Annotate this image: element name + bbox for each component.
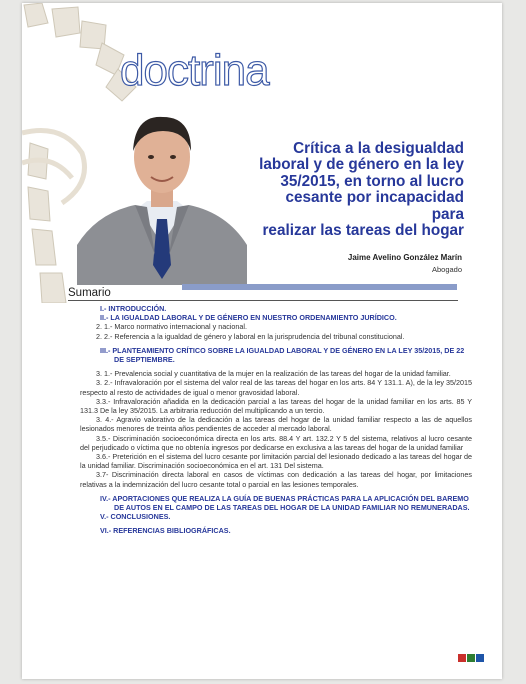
toc-item: VI.- REFERENCIAS BIBLIOGRÁFICAS. <box>100 526 231 536</box>
toc-item: 3.3.- Infravaloración añadida en la dedicación parcial a las tareas del hogar de la unidad familiar en los arts. 85 Y 131.3 De la ley 35/2015. La arbitraria reducción del multiplicando a un tercio. <box>80 396 472 416</box>
brand-title: doctrina <box>120 46 269 95</box>
toc-item: 3.5.- Discriminación socioeconómica directa en los arts. 88.4 Y art. 132.2 Y 5 del sistema, relativos al lucro cesante del perjudicado o víctima que no obtenía ingresos por dedicarse en exclusiva a las tareas del hogar de la unidad familiar <box>80 433 472 452</box>
toc-item: IV.- APORTACIONES QUE REALIZA LA GUÍA DE BUENAS PRÁCTICAS PARA LA APLICACIÓN DEL BAREMO DE AUTOS EN EL CAMPO DE LAS TAREAS DEL HOGAR DE LA UNIDAD FAMILIAR NO REMUNERADAS. <box>100 493 470 513</box>
document-page <box>22 3 502 679</box>
author-photo <box>77 95 247 285</box>
toc-item: 2. 1.- Marco normativo internacional y nacional. <box>96 322 248 332</box>
toc-item: V.- CONCLUSIONES. <box>100 512 171 522</box>
summary-heading: Sumario <box>68 287 458 301</box>
toc-item: III.- PLANTEAMIENTO CRÍTICO SOBRE LA IGUALDAD LABORAL Y DE GÉNERO EN LA LEY 35/2015, DE 22 DE SEPTIEMBRE. <box>100 345 465 365</box>
toc-item: 3. 2.- Infravaloración por el sistema del valor real de las tareas del hogar en los arts. 84 Y 131.1. A), de la ley 35/2015 respecto al resto de actividades de igual o menor gravosidad laboral. <box>80 378 472 397</box>
toc-item: 2. 2.- Referencia a la igualdad de género y laboral en la jurisprudencia del tribunal constitucional. <box>96 331 405 341</box>
toc-item: 3. 4.- Agravio valorativo de la dedicación a las tareas del hogar de la unidad familiar respecto a las de aquellos lesionados menores de treinta años pendientes de acceder al mercado laboral. <box>80 415 472 434</box>
author-name: Jaime Avelino González Marín <box>347 253 462 262</box>
table-of-contents <box>80 304 472 536</box>
article-title: Crítica a la desigualdad laboral y de género en la ley 35/2015, en torno al lucro cesante por incapacidad para realizar las tareas del hogar <box>259 140 464 240</box>
toc-item: 3. 1.- Prevalencia social y cuantitativa de la mujer en la realización de las tareas del hogar de la unidad familiar. <box>96 369 451 379</box>
publisher-logo-icon <box>458 652 484 664</box>
toc-item: 3.6.- Preterición en el sistema del lucro cesante por limitación parcial del lesionado dedicado a las tareas del hogar de la unidad familiar. Discriminación socioeconómica en el art. 131 Del sistema. <box>80 452 472 471</box>
toc-item: 3.7- Discriminación directa laboral en casos de víctimas con dedicación a las tareas del hogar, por limitaciones relativas a la indemnización del lucro cesante total o parcial en las lesiones temporales. <box>80 470 472 489</box>
toc-item: II.- LA IGUALDAD LABORAL Y DE GÉNERO EN NUESTRO ORDENAMIENTO JURÍDICO. <box>100 313 397 323</box>
toc-item: I.- INTRODUCCIÓN. <box>100 304 167 313</box>
author-role: Abogado <box>431 265 462 274</box>
